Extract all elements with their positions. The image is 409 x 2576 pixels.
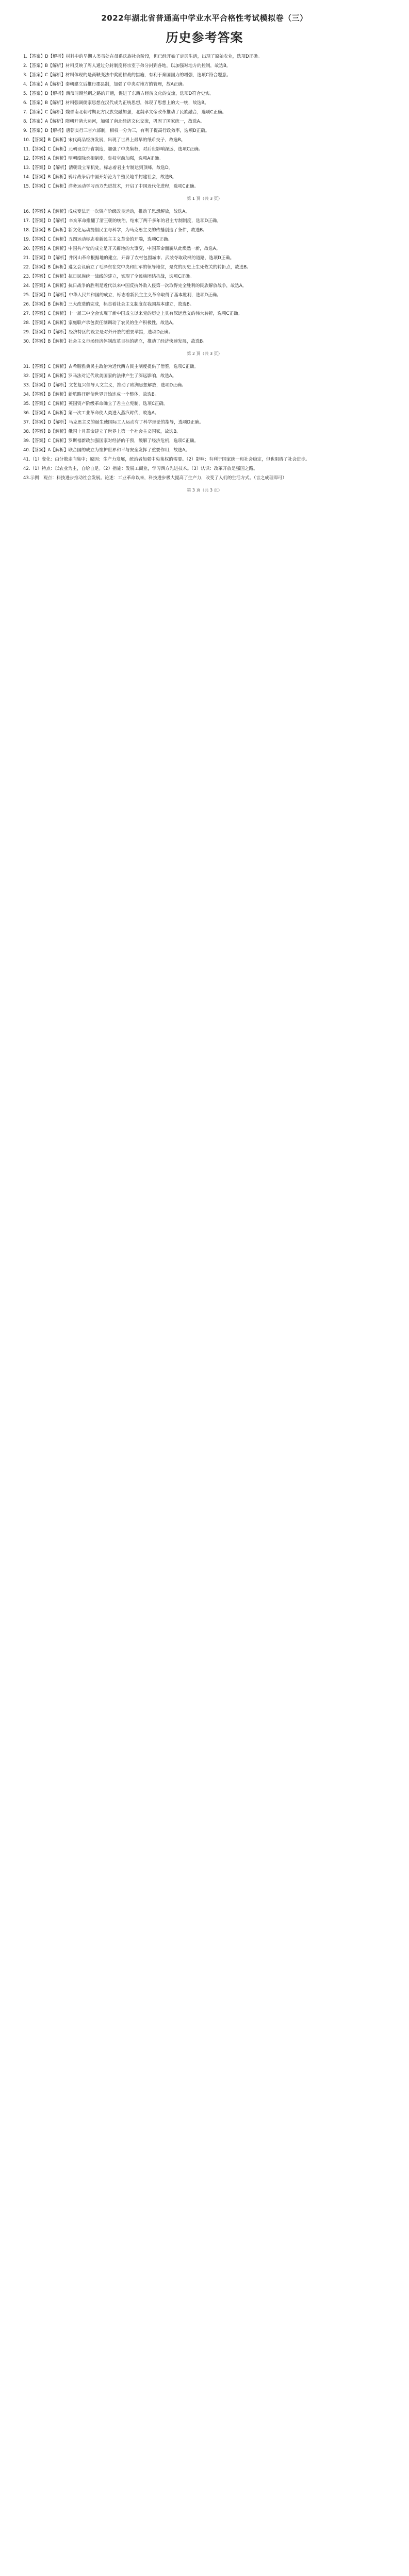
answer-paragraph: 37.【答案】D【解析】马克思主义的诞生使国际工人运动有了科学理论的指导，选项D正确。 [23, 420, 204, 425]
answer-paragraph: 7.【答案】C【解析】魏晋南北朝时期北方民族交融加强，北魏孝文帝改革推动了民族融合，选项C正确。 [23, 110, 226, 115]
answer-paragraph: 31.【答案】C【解析】古希腊雅典民主政治为近代西方民主制度提供了借鉴，选项C正确。 [23, 364, 199, 369]
answer-paragraph: 43.示例：观点：科技进步推动社会发展。论述：工业革命以来，科技进步极大提高了生产力，改变了人们的生活方式。（言之成理即可） [23, 476, 287, 481]
answer-paragraph: 11.【答案】C【解析】元朝设立行省制度，加强了中央集权，对后世影响深远，选项C正确。 [23, 147, 203, 152]
answer-paragraph: 26.【答案】B【解析】三大改造的完成，标志着社会主义制度在我国基本建立，故选B。 [23, 302, 194, 307]
answer-paragraph: 4.【答案】A【解析】秦朝建立后推行郡县制，加强了中央对地方的管理，故A正确。 [23, 82, 187, 87]
answer-paragraph: 24.【答案】A【解析】抗日战争的胜利是近代以来中国反抗外敌入侵第一次取得完全胜利的民族解放战争，故选A。 [23, 283, 247, 289]
answer-paragraph: 21.【答案】D【解析】井冈山革命根据地的建立，开辟了农村包围城市、武装夺取政权的道路，选项D正确。 [23, 256, 235, 261]
answer-paragraph: 14.【答案】B【解析】鸦片战争后中国开始沦为半殖民地半封建社会，故选B。 [23, 175, 177, 180]
answer-paragraph: 38.【答案】B【解析】俄国十月革命建立了世界上第一个社会主义国家，故选B。 [23, 429, 181, 434]
answer-paragraph: 8.【答案】A【解析】隋朝开凿大运河，加强了南北经济文化交流，巩固了国家统一，故选A。 [23, 119, 205, 124]
answer-paragraph: 27.【答案】C【解析】十一届三中全会实现了新中国成立以来党的历史上具有深远意义的伟大转折，选项C正确。 [23, 311, 242, 316]
exam-title: 2022年湖北省普通高中学业水平合格性考试模拟卷（三） [101, 13, 308, 23]
answer-paragraph: 3.【答案】C【解析】材料体现的是商鞅变法中奖励耕战的措施，有利于秦国国力的增强，选项C符合题意。 [23, 73, 231, 78]
answer-paragraph: 17.【答案】D【解析】辛亥革命推翻了清王朝的统治，结束了两千多年的君主专制制度，选项D正确。 [23, 218, 221, 224]
answer-paragraph: 13.【答案】D【解析】清朝设立军机处，标志着君主专制达到顶峰，故选D。 [23, 165, 173, 171]
answer-paragraph: 28.【答案】A【解析】家庭联产承包责任制调动了农民的生产积极性，故选A。 [23, 320, 177, 326]
answer-paragraph: 22.【答案】B【解析】遵义会议确立了毛泽东在党中央和红军的领导地位，是党的历史上生死攸关的转折点，故选B。 [23, 265, 251, 270]
answer-heading: 历史参考答案 [166, 30, 243, 45]
answer-paragraph: 40.【答案】A【解析】联合国的成立为维护世界和平与安全发挥了重要作用，故选A。 [23, 448, 190, 453]
answer-paragraph: 25.【答案】D【解析】中华人民共和国的成立，标志着新民主主义革命取得了基本胜利，选项D正确。 [23, 293, 221, 298]
answer-paragraph: 18.【答案】B【解析】新文化运动提倡民主与科学，为马克思主义的传播创造了条件，故选B。 [23, 228, 207, 233]
answer-paragraph: 39.【答案】C【解析】罗斯福新政加强国家对经济的干预，缓解了经济危机，选项C正确。 [23, 438, 199, 444]
answer-paragraph: 35.【答案】C【解析】英国资产阶级革命确立了君主立宪制，选项C正确。 [23, 401, 168, 406]
page-3-body [14, 363, 395, 482]
answer-paragraph: 32.【答案】A【解析】罗马法对近代欧美国家的法律产生了深远影响，故选A。 [23, 374, 177, 379]
page-number: 第 2 页（共 3 页） [187, 351, 222, 356]
answer-paragraph: 10.【答案】B【解析】宋代商品经济发展，出现了世界上最早的纸币交子，故选B。 [23, 138, 186, 143]
answer-paragraph: 34.【答案】B【解析】新航路开辟使世界开始连成一个整体，故选B。 [23, 392, 159, 397]
page-1-body [14, 53, 395, 191]
answer-paragraph: 42.（1）特点：以农业为主，自给自足。（2）措施：发展工商业，学习西方先进技术。（3）认识：改革开放是强国之路。 [23, 466, 258, 471]
page-number: 第 1 页（共 3 页） [187, 196, 222, 201]
answer-paragraph: 30.【答案】B【解析】社会主义市场经济体制改革目标的确立，推动了经济快速发展，故选B。 [23, 339, 207, 344]
answer-paragraph: 6.【答案】B【解析】材料强调儒家思想在汉代成为正统思想，体现了思想上的大一统，故选B。 [23, 100, 209, 106]
page-number: 第 3 页（共 3 页） [187, 488, 222, 493]
answer-paragraph: 23.【答案】C【解析】抗日民族统一战线的建立，实现了全民族团结抗战，选项C正确。 [23, 274, 194, 279]
answer-paragraph: 33.【答案】D【解析】文艺复兴倡导人文主义，推动了欧洲思想解放，选项D正确。 [23, 383, 186, 388]
answer-paragraph: 19.【答案】C【解析】五四运动标志着新民主主义革命的开端，选项C正确。 [23, 237, 172, 242]
page-2-body [14, 208, 395, 346]
answer-paragraph: 20.【答案】A【解析】中国共产党的成立是开天辟地的大事变，中国革命面貌从此焕然一新，故选A。 [23, 246, 221, 251]
answer-paragraph: 2.【答案】B【解析】材料反映了周人通过分封制度将宗室子弟分封到各地，以加强对地方的控制，故选B。 [23, 63, 231, 69]
answer-paragraph: 36.【答案】A【解析】第一次工业革命使人类进入蒸汽时代，故选A。 [23, 411, 159, 416]
answer-paragraph: 15.【答案】C【解析】洋务运动学习西方先进技术，开启了中国近代化进程，选项C正确。 [23, 184, 199, 189]
answer-paragraph: 1.【答案】D【解析】材料中的早期人类虽处在母系氏族社会阶段，但已经开始了定居生活，出现了原始农业，选项D正确。 [23, 54, 263, 59]
answer-paragraph: 12.【答案】A【解析】明朝废除丞相制度，皇权空前加强，选项A正确。 [23, 156, 163, 161]
answer-paragraph: 29.【答案】D【解析】经济特区的设立是对外开放的重要举措，选项D正确。 [23, 330, 173, 335]
answer-paragraph: 16.【答案】A【解析】戊戌变法是一次资产阶级改良运动，推动了思想解放，故选A。 [23, 209, 190, 214]
answer-paragraph: 41.（1）变化：由分散走向集中；原因：生产力发展，统治者加强中央集权的需要。（2）影响：有利于国家统一和社会稳定，但也阻碍了社会进步。 [23, 457, 310, 462]
answer-paragraph: 5.【答案】D【解析】西汉时期丝绸之路的开通，促进了东西方经济文化的交流，选项D符合史实。 [23, 91, 214, 96]
answer-paragraph: 9.【答案】D【解析】唐朝实行三省六部制，相权一分为三，有利于提高行政效率，选项D正确。 [23, 128, 210, 133]
